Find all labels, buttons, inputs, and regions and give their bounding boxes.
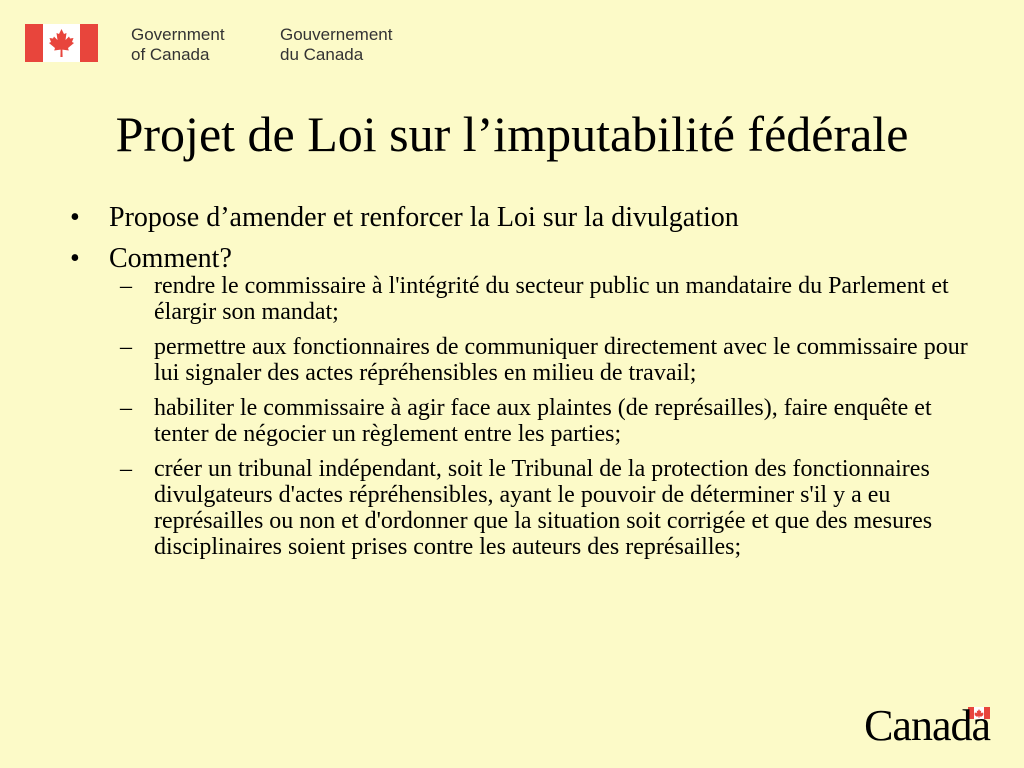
sub-bullet-text: habiliter le commissaire à agir face aux plaintes (de représailles), faire enquête et tenter de négocier un règlement entre les parties; xyxy=(154,395,932,447)
canada-wordmark xyxy=(864,701,990,750)
government-name-fr xyxy=(280,25,392,65)
sub-bullet-text: rendre le commissaire à l'intégrité du secteur public un mandataire du Parlement et élargir son mandat; xyxy=(154,273,949,325)
sub-bullet-item xyxy=(70,456,970,560)
bullet-item xyxy=(70,201,970,234)
sub-bullet-marker: – xyxy=(120,395,132,421)
canada-wordmark-text: Canada xyxy=(864,701,990,750)
gov-fr-line2: du Canada xyxy=(280,45,364,64)
sub-bullet-marker: – xyxy=(120,456,132,482)
bullet-text: Propose d’amender et renforcer la Loi sur la divulgation xyxy=(109,202,739,233)
gov-en-line2: of Canada xyxy=(131,45,210,64)
sub-bullet-text: créer un tribunal indépendant, soit le Tribunal de la protection des fonctionnaires divulgateurs d'actes répréhensibles, ayant le pouvoir de déterminer s'il y a eu représailles ou non et d'ordonner que la situation soit corrigée et que des mesures disciplinaires soient prises contre les auteurs des représailles; xyxy=(154,456,933,560)
sub-bullet-item xyxy=(70,334,970,386)
bullet-item xyxy=(70,242,970,275)
sub-bullet-list xyxy=(70,273,970,560)
gov-en-line1: Government xyxy=(131,25,225,44)
slide-title: Projet de Loi sur l’imputabilité fédérale xyxy=(115,106,909,162)
sub-bullet-marker: – xyxy=(120,273,132,299)
bullet-marker: • xyxy=(70,202,80,233)
sub-bullet-text: permettre aux fonctionnaires de communiquer directement avec le commissaire pour lui signaler des actes répréhensibles en milieu de travail; xyxy=(154,334,968,386)
sub-bullet-marker: – xyxy=(120,334,132,360)
bullet-text: Comment? xyxy=(109,243,232,274)
bullet-marker: • xyxy=(70,243,80,274)
sub-bullet-item xyxy=(70,395,970,447)
government-signature xyxy=(25,24,393,64)
sub-bullet-item xyxy=(70,273,970,325)
government-name-en xyxy=(131,25,225,65)
slide-content xyxy=(70,201,970,569)
canada-flag-icon xyxy=(25,24,98,62)
gov-fr-line1: Gouvernement xyxy=(280,25,393,44)
